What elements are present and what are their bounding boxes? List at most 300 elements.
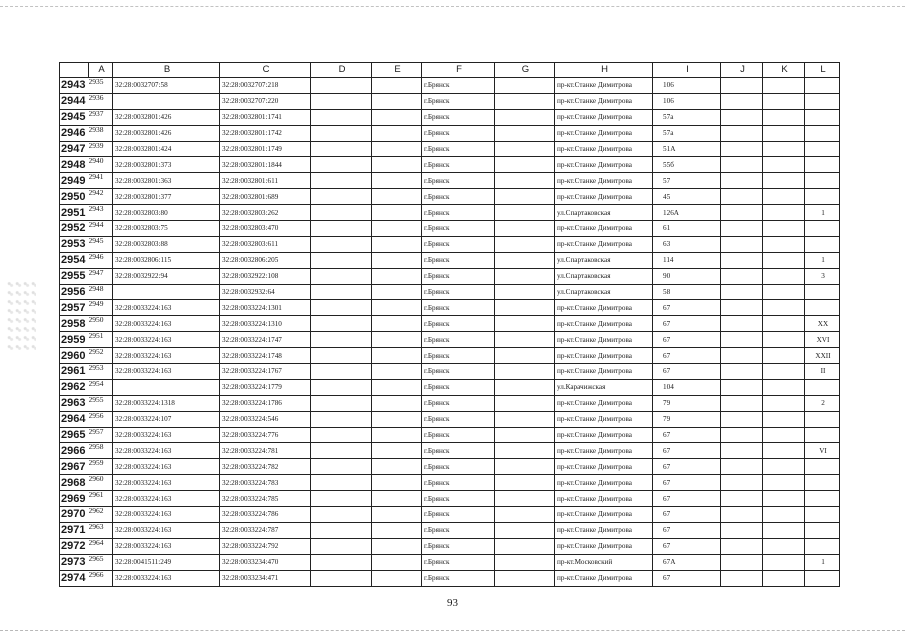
cell-k[interactable] <box>763 459 805 475</box>
cell-g[interactable] <box>495 125 555 141</box>
cell-g[interactable] <box>495 236 555 252</box>
cell-j[interactable] <box>721 348 763 364</box>
cell-h[interactable]: пр-кт.Станке Димитрова <box>555 109 653 125</box>
cell-f[interactable]: г.Брянск <box>422 522 495 538</box>
row-number[interactable]: 2954 <box>60 252 89 268</box>
cell-l[interactable]: XXII <box>805 348 840 364</box>
cell-j[interactable] <box>721 554 763 570</box>
cell-e[interactable] <box>372 236 422 252</box>
column-header-b[interactable]: B <box>113 63 220 78</box>
cell-l[interactable] <box>805 141 840 157</box>
cell-h[interactable]: пр-кт.Станке Димитрова <box>555 411 653 427</box>
cell-c[interactable]: 32:28:0033224:1301 <box>220 300 311 316</box>
cell-d[interactable] <box>311 491 372 507</box>
cell-e[interactable] <box>372 189 422 205</box>
cell-d[interactable] <box>311 554 372 570</box>
cell-g[interactable] <box>495 78 555 94</box>
cell-d[interactable] <box>311 364 372 380</box>
cell-c[interactable]: 32:28:0033224:1747 <box>220 332 311 348</box>
cell-c[interactable]: 32:28:0032803:470 <box>220 221 311 237</box>
cell-e[interactable] <box>372 443 422 459</box>
cell-g[interactable] <box>495 268 555 284</box>
cell-j[interactable] <box>721 332 763 348</box>
cell-h[interactable]: пр-кт.Станке Димитрова <box>555 125 653 141</box>
cell-b[interactable]: 32:28:0033224:163 <box>113 300 220 316</box>
column-header-h[interactable]: H <box>555 63 653 78</box>
row-number[interactable]: 2972 <box>60 538 89 554</box>
cell-h[interactable]: пр-кт.Станке Димитрова <box>555 189 653 205</box>
cell-b[interactable]: 32:28:0033224:163 <box>113 522 220 538</box>
cell-i[interactable]: 106 <box>653 78 721 94</box>
column-header-j[interactable]: J <box>721 63 763 78</box>
cell-c[interactable]: 32:28:0032803:262 <box>220 205 311 221</box>
cell-c[interactable]: 32:28:0032932:64 <box>220 284 311 300</box>
cell-j[interactable] <box>721 93 763 109</box>
cell-i[interactable]: 67 <box>653 443 721 459</box>
cell-f[interactable]: г.Брянск <box>422 554 495 570</box>
row-number[interactable]: 2968 <box>60 475 89 491</box>
cell-b[interactable]: 32:28:0032806:115 <box>113 252 220 268</box>
cell-c[interactable]: 32:28:0032801:1741 <box>220 109 311 125</box>
cell-f[interactable]: г.Брянск <box>422 475 495 491</box>
cell-i[interactable]: 63 <box>653 236 721 252</box>
cell-j[interactable] <box>721 411 763 427</box>
cell-h[interactable]: пр-кт.Станке Димитрова <box>555 507 653 523</box>
cell-i[interactable]: 106 <box>653 93 721 109</box>
cell-b[interactable]: 32:28:0032801:373 <box>113 157 220 173</box>
cell-f[interactable]: г.Брянск <box>422 78 495 94</box>
cell-h[interactable]: пр-кт.Станке Димитрова <box>555 538 653 554</box>
cell-j[interactable] <box>721 205 763 221</box>
cell-g[interactable] <box>495 475 555 491</box>
cell-b[interactable] <box>113 93 220 109</box>
cell-g[interactable] <box>495 109 555 125</box>
cell-l[interactable] <box>805 157 840 173</box>
cell-l[interactable] <box>805 475 840 491</box>
row-number[interactable]: 2950 <box>60 189 89 205</box>
cell-i[interactable]: 79 <box>653 395 721 411</box>
cell-h[interactable]: пр-кт.Станке Димитрова <box>555 236 653 252</box>
cell-j[interactable] <box>721 189 763 205</box>
cell-e[interactable] <box>372 364 422 380</box>
cell-j[interactable] <box>721 141 763 157</box>
cell-e[interactable] <box>372 78 422 94</box>
cell-e[interactable] <box>372 427 422 443</box>
cell-l[interactable] <box>805 78 840 94</box>
row-number[interactable]: 2944 <box>60 93 89 109</box>
cell-b[interactable]: 32:28:0032801:377 <box>113 189 220 205</box>
cell-l[interactable]: 3 <box>805 268 840 284</box>
cell-i[interactable]: 57 <box>653 173 721 189</box>
cell-k[interactable] <box>763 157 805 173</box>
cell-d[interactable] <box>311 252 372 268</box>
cell-g[interactable] <box>495 284 555 300</box>
cell-g[interactable] <box>495 427 555 443</box>
cell-h[interactable]: пр-кт.Станке Димитрова <box>555 300 653 316</box>
cell-d[interactable] <box>311 221 372 237</box>
cell-c[interactable]: 32:28:0032801:689 <box>220 189 311 205</box>
cell-d[interactable] <box>311 459 372 475</box>
cell-k[interactable] <box>763 411 805 427</box>
row-number[interactable]: 2961 <box>60 364 89 380</box>
cell-f[interactable]: г.Брянск <box>422 125 495 141</box>
cell-e[interactable] <box>372 141 422 157</box>
cell-l[interactable]: 2 <box>805 395 840 411</box>
cell-g[interactable] <box>495 157 555 173</box>
cell-g[interactable] <box>495 205 555 221</box>
column-header-k[interactable]: K <box>763 63 805 78</box>
cell-c[interactable]: 32:28:0033224:781 <box>220 443 311 459</box>
cell-b[interactable] <box>113 379 220 395</box>
column-header-f[interactable]: F <box>422 63 495 78</box>
cell-i[interactable]: 114 <box>653 252 721 268</box>
row-number[interactable]: 2971 <box>60 522 89 538</box>
cell-i[interactable]: 104 <box>653 379 721 395</box>
cell-l[interactable]: 1 <box>805 554 840 570</box>
cell-h[interactable]: пр-кт.Станке Димитрова <box>555 173 653 189</box>
cell-c[interactable]: 32:28:0033224:785 <box>220 491 311 507</box>
cell-b[interactable]: 32:28:0032922:94 <box>113 268 220 284</box>
row-number[interactable]: 2959 <box>60 332 89 348</box>
cell-e[interactable] <box>372 173 422 189</box>
cell-h[interactable]: ул.Спартаковская <box>555 205 653 221</box>
cell-e[interactable] <box>372 459 422 475</box>
cell-k[interactable] <box>763 236 805 252</box>
cell-c[interactable]: 32:28:0032707:218 <box>220 78 311 94</box>
cell-i[interactable]: 58 <box>653 284 721 300</box>
cell-d[interactable] <box>311 507 372 523</box>
cell-e[interactable] <box>372 475 422 491</box>
cell-i[interactable]: 67 <box>653 332 721 348</box>
cell-h[interactable]: ул.Карачижская <box>555 379 653 395</box>
cell-g[interactable] <box>495 221 555 237</box>
cell-f[interactable]: г.Брянск <box>422 221 495 237</box>
cell-i[interactable]: 90 <box>653 268 721 284</box>
cell-b[interactable]: 32:28:0033224:163 <box>113 427 220 443</box>
cell-k[interactable] <box>763 538 805 554</box>
cell-d[interactable] <box>311 78 372 94</box>
cell-k[interactable] <box>763 268 805 284</box>
row-number[interactable]: 2946 <box>60 125 89 141</box>
cell-k[interactable] <box>763 491 805 507</box>
cell-h[interactable]: пр-кт.Станке Димитрова <box>555 348 653 364</box>
column-header-d[interactable]: D <box>311 63 372 78</box>
cell-e[interactable] <box>372 411 422 427</box>
cell-d[interactable] <box>311 284 372 300</box>
cell-c[interactable]: 32:28:0033234:470 <box>220 554 311 570</box>
cell-d[interactable] <box>311 332 372 348</box>
cell-l[interactable] <box>805 491 840 507</box>
cell-i[interactable]: 55б <box>653 157 721 173</box>
cell-i[interactable]: 51А <box>653 141 721 157</box>
cell-j[interactable] <box>721 395 763 411</box>
cell-k[interactable] <box>763 443 805 459</box>
cell-e[interactable] <box>372 93 422 109</box>
cell-b[interactable]: 32:28:0033224:163 <box>113 459 220 475</box>
cell-k[interactable] <box>763 364 805 380</box>
cell-k[interactable] <box>763 427 805 443</box>
cell-d[interactable] <box>311 411 372 427</box>
cell-g[interactable] <box>495 93 555 109</box>
cell-l[interactable] <box>805 125 840 141</box>
cell-j[interactable] <box>721 78 763 94</box>
cell-f[interactable]: г.Брянск <box>422 348 495 364</box>
cell-k[interactable] <box>763 125 805 141</box>
cell-k[interactable] <box>763 141 805 157</box>
cell-b[interactable]: 32:28:0041511:249 <box>113 554 220 570</box>
cell-f[interactable]: г.Брянск <box>422 538 495 554</box>
cell-g[interactable] <box>495 570 555 586</box>
cell-h[interactable]: ул.Спартаковская <box>555 284 653 300</box>
cell-f[interactable]: г.Брянск <box>422 427 495 443</box>
cell-f[interactable]: г.Брянск <box>422 141 495 157</box>
cell-d[interactable] <box>311 475 372 491</box>
cell-c[interactable]: 32:28:0032801:611 <box>220 173 311 189</box>
cell-f[interactable]: г.Брянск <box>422 284 495 300</box>
cell-h[interactable]: пр-кт.Станке Димитрова <box>555 332 653 348</box>
cell-d[interactable] <box>311 109 372 125</box>
cell-h[interactable]: пр-кт.Станке Димитрова <box>555 443 653 459</box>
cell-l[interactable]: XX <box>805 316 840 332</box>
cell-c[interactable]: 32:28:0033224:782 <box>220 459 311 475</box>
column-header-a[interactable]: A <box>89 63 113 78</box>
cell-g[interactable] <box>495 316 555 332</box>
cell-j[interactable] <box>721 109 763 125</box>
row-number[interactable]: 2970 <box>60 507 89 523</box>
cell-g[interactable] <box>495 141 555 157</box>
cell-j[interactable] <box>721 125 763 141</box>
cell-l[interactable] <box>805 109 840 125</box>
cell-d[interactable] <box>311 348 372 364</box>
cell-l[interactable] <box>805 284 840 300</box>
row-number[interactable]: 2964 <box>60 411 89 427</box>
cell-k[interactable] <box>763 221 805 237</box>
cell-i[interactable]: 67 <box>653 300 721 316</box>
cell-f[interactable]: г.Брянск <box>422 93 495 109</box>
cell-c[interactable]: 32:28:0033234:471 <box>220 570 311 586</box>
cell-g[interactable] <box>495 443 555 459</box>
cell-j[interactable] <box>721 173 763 189</box>
cell-g[interactable] <box>495 364 555 380</box>
row-number[interactable]: 2969 <box>60 491 89 507</box>
cell-i[interactable]: 67 <box>653 348 721 364</box>
cell-h[interactable]: пр-кт.Станке Димитрова <box>555 427 653 443</box>
cell-g[interactable] <box>495 459 555 475</box>
cell-l[interactable] <box>805 93 840 109</box>
cell-k[interactable] <box>763 78 805 94</box>
cell-b[interactable] <box>113 284 220 300</box>
cell-b[interactable]: 32:28:0033224:163 <box>113 364 220 380</box>
cell-g[interactable] <box>495 395 555 411</box>
cell-d[interactable] <box>311 316 372 332</box>
cell-l[interactable] <box>805 522 840 538</box>
cell-d[interactable] <box>311 141 372 157</box>
cell-l[interactable]: II <box>805 364 840 380</box>
cell-b[interactable]: 32:28:0033224:163 <box>113 332 220 348</box>
cell-e[interactable] <box>372 221 422 237</box>
cell-j[interactable] <box>721 507 763 523</box>
cell-i[interactable]: 67 <box>653 475 721 491</box>
cell-e[interactable] <box>372 268 422 284</box>
cell-f[interactable]: г.Брянск <box>422 459 495 475</box>
cell-f[interactable]: г.Брянск <box>422 205 495 221</box>
cell-e[interactable] <box>372 538 422 554</box>
cell-b[interactable]: 32:28:0032801:424 <box>113 141 220 157</box>
cell-l[interactable] <box>805 173 840 189</box>
cell-h[interactable]: ул.Спартаковская <box>555 268 653 284</box>
cell-d[interactable] <box>311 379 372 395</box>
cell-c[interactable]: 32:28:0033224:1748 <box>220 348 311 364</box>
row-number[interactable]: 2966 <box>60 443 89 459</box>
row-number[interactable]: 2957 <box>60 300 89 316</box>
cell-b[interactable]: 32:28:0032801:426 <box>113 125 220 141</box>
cell-f[interactable]: г.Брянск <box>422 411 495 427</box>
cell-j[interactable] <box>721 538 763 554</box>
row-number[interactable]: 2943 <box>60 78 89 94</box>
cell-f[interactable]: г.Брянск <box>422 332 495 348</box>
cell-l[interactable] <box>805 411 840 427</box>
column-header-i[interactable]: I <box>653 63 721 78</box>
row-number[interactable]: 2948 <box>60 157 89 173</box>
cell-c[interactable]: 32:28:0033224:1767 <box>220 364 311 380</box>
cell-h[interactable]: пр-кт.Станке Димитрова <box>555 157 653 173</box>
cell-h[interactable]: пр-кт.Станке Димитрова <box>555 522 653 538</box>
cell-i[interactable]: 67 <box>653 491 721 507</box>
cell-i[interactable]: 67 <box>653 459 721 475</box>
cell-f[interactable]: г.Брянск <box>422 173 495 189</box>
cell-b[interactable]: 32:28:0032803:80 <box>113 205 220 221</box>
cell-k[interactable] <box>763 173 805 189</box>
cell-f[interactable]: г.Брянск <box>422 364 495 380</box>
cell-e[interactable] <box>372 284 422 300</box>
cell-h[interactable]: пр-кт.Станке Димитрова <box>555 78 653 94</box>
cell-h[interactable]: пр-кт.Станке Димитрова <box>555 364 653 380</box>
cell-e[interactable] <box>372 109 422 125</box>
cell-g[interactable] <box>495 538 555 554</box>
cell-f[interactable]: г.Брянск <box>422 570 495 586</box>
cell-k[interactable] <box>763 379 805 395</box>
cell-h[interactable]: пр-кт.Станке Димитрова <box>555 316 653 332</box>
cell-l[interactable] <box>805 189 840 205</box>
cell-g[interactable] <box>495 522 555 538</box>
cell-h[interactable]: пр-кт.Станке Димитрова <box>555 93 653 109</box>
cell-d[interactable] <box>311 125 372 141</box>
row-number[interactable]: 2952 <box>60 221 89 237</box>
cell-l[interactable]: 1 <box>805 205 840 221</box>
cell-k[interactable] <box>763 522 805 538</box>
cell-c[interactable]: 32:28:0033224:783 <box>220 475 311 491</box>
cell-i[interactable]: 57а <box>653 125 721 141</box>
cell-h[interactable]: пр-кт.Станке Димитрова <box>555 570 653 586</box>
row-number[interactable]: 2960 <box>60 348 89 364</box>
cell-d[interactable] <box>311 522 372 538</box>
row-number[interactable]: 2973 <box>60 554 89 570</box>
cell-c[interactable]: 32:28:0032707:220 <box>220 93 311 109</box>
cell-e[interactable] <box>372 300 422 316</box>
cell-k[interactable] <box>763 395 805 411</box>
cell-j[interactable] <box>721 522 763 538</box>
cell-l[interactable] <box>805 427 840 443</box>
cell-f[interactable]: г.Брянск <box>422 157 495 173</box>
cell-f[interactable]: г.Брянск <box>422 491 495 507</box>
cell-i[interactable]: 57а <box>653 109 721 125</box>
cell-b[interactable]: 32:28:0032707:58 <box>113 78 220 94</box>
cell-b[interactable]: 32:28:0033224:163 <box>113 538 220 554</box>
cell-j[interactable] <box>721 236 763 252</box>
cell-l[interactable]: XVI <box>805 332 840 348</box>
cell-d[interactable] <box>311 205 372 221</box>
cell-c[interactable]: 32:28:0033224:792 <box>220 538 311 554</box>
cell-b[interactable]: 32:28:0032801:426 <box>113 109 220 125</box>
column-header-g[interactable]: G <box>495 63 555 78</box>
cell-g[interactable] <box>495 554 555 570</box>
cell-k[interactable] <box>763 109 805 125</box>
cell-c[interactable]: 32:28:0032803:611 <box>220 236 311 252</box>
cell-c[interactable]: 32:28:0033224:776 <box>220 427 311 443</box>
cell-h[interactable]: ул.Спартаковская <box>555 252 653 268</box>
row-number[interactable]: 2947 <box>60 141 89 157</box>
cell-e[interactable] <box>372 491 422 507</box>
cell-g[interactable] <box>495 252 555 268</box>
cell-j[interactable] <box>721 284 763 300</box>
cell-c[interactable]: 32:28:0033224:1310 <box>220 316 311 332</box>
cell-c[interactable]: 32:28:0032922:108 <box>220 268 311 284</box>
cell-i[interactable]: 45 <box>653 189 721 205</box>
row-number[interactable]: 2951 <box>60 205 89 221</box>
cell-l[interactable] <box>805 570 840 586</box>
cell-h[interactable]: пр-кт.Станке Димитрова <box>555 221 653 237</box>
cell-g[interactable] <box>495 348 555 364</box>
cell-b[interactable]: 32:28:0032801:363 <box>113 173 220 189</box>
cell-d[interactable] <box>311 173 372 189</box>
cell-j[interactable] <box>721 459 763 475</box>
cell-l[interactable] <box>805 459 840 475</box>
cell-b[interactable]: 32:28:0033224:163 <box>113 507 220 523</box>
cell-g[interactable] <box>495 173 555 189</box>
cell-f[interactable]: г.Брянск <box>422 268 495 284</box>
cell-c[interactable]: 32:28:0032801:1844 <box>220 157 311 173</box>
cell-b[interactable]: 32:28:0033224:163 <box>113 443 220 459</box>
cell-j[interactable] <box>721 570 763 586</box>
cell-k[interactable] <box>763 332 805 348</box>
cell-f[interactable]: г.Брянск <box>422 300 495 316</box>
cell-e[interactable] <box>372 157 422 173</box>
cell-k[interactable] <box>763 284 805 300</box>
cell-b[interactable]: 32:28:0032803:88 <box>113 236 220 252</box>
cell-h[interactable]: пр-кт.Московский <box>555 554 653 570</box>
row-number[interactable]: 2967 <box>60 459 89 475</box>
cell-h[interactable]: пр-кт.Станке Димитрова <box>555 475 653 491</box>
cell-c[interactable]: 32:28:0032801:1742 <box>220 125 311 141</box>
cell-d[interactable] <box>311 93 372 109</box>
cell-b[interactable]: 32:28:0033224:1318 <box>113 395 220 411</box>
cell-b[interactable]: 32:28:0033224:163 <box>113 475 220 491</box>
cell-i[interactable]: 67А <box>653 554 721 570</box>
cell-k[interactable] <box>763 507 805 523</box>
cell-c[interactable]: 32:28:0033224:546 <box>220 411 311 427</box>
cell-b[interactable]: 32:28:0033224:163 <box>113 316 220 332</box>
cell-d[interactable] <box>311 157 372 173</box>
cell-e[interactable] <box>372 554 422 570</box>
cell-f[interactable]: г.Брянск <box>422 507 495 523</box>
row-number[interactable]: 2965 <box>60 427 89 443</box>
row-number[interactable]: 2945 <box>60 109 89 125</box>
cell-g[interactable] <box>495 300 555 316</box>
cell-d[interactable] <box>311 570 372 586</box>
cell-k[interactable] <box>763 570 805 586</box>
cell-h[interactable]: пр-кт.Станке Димитрова <box>555 141 653 157</box>
cell-j[interactable] <box>721 252 763 268</box>
